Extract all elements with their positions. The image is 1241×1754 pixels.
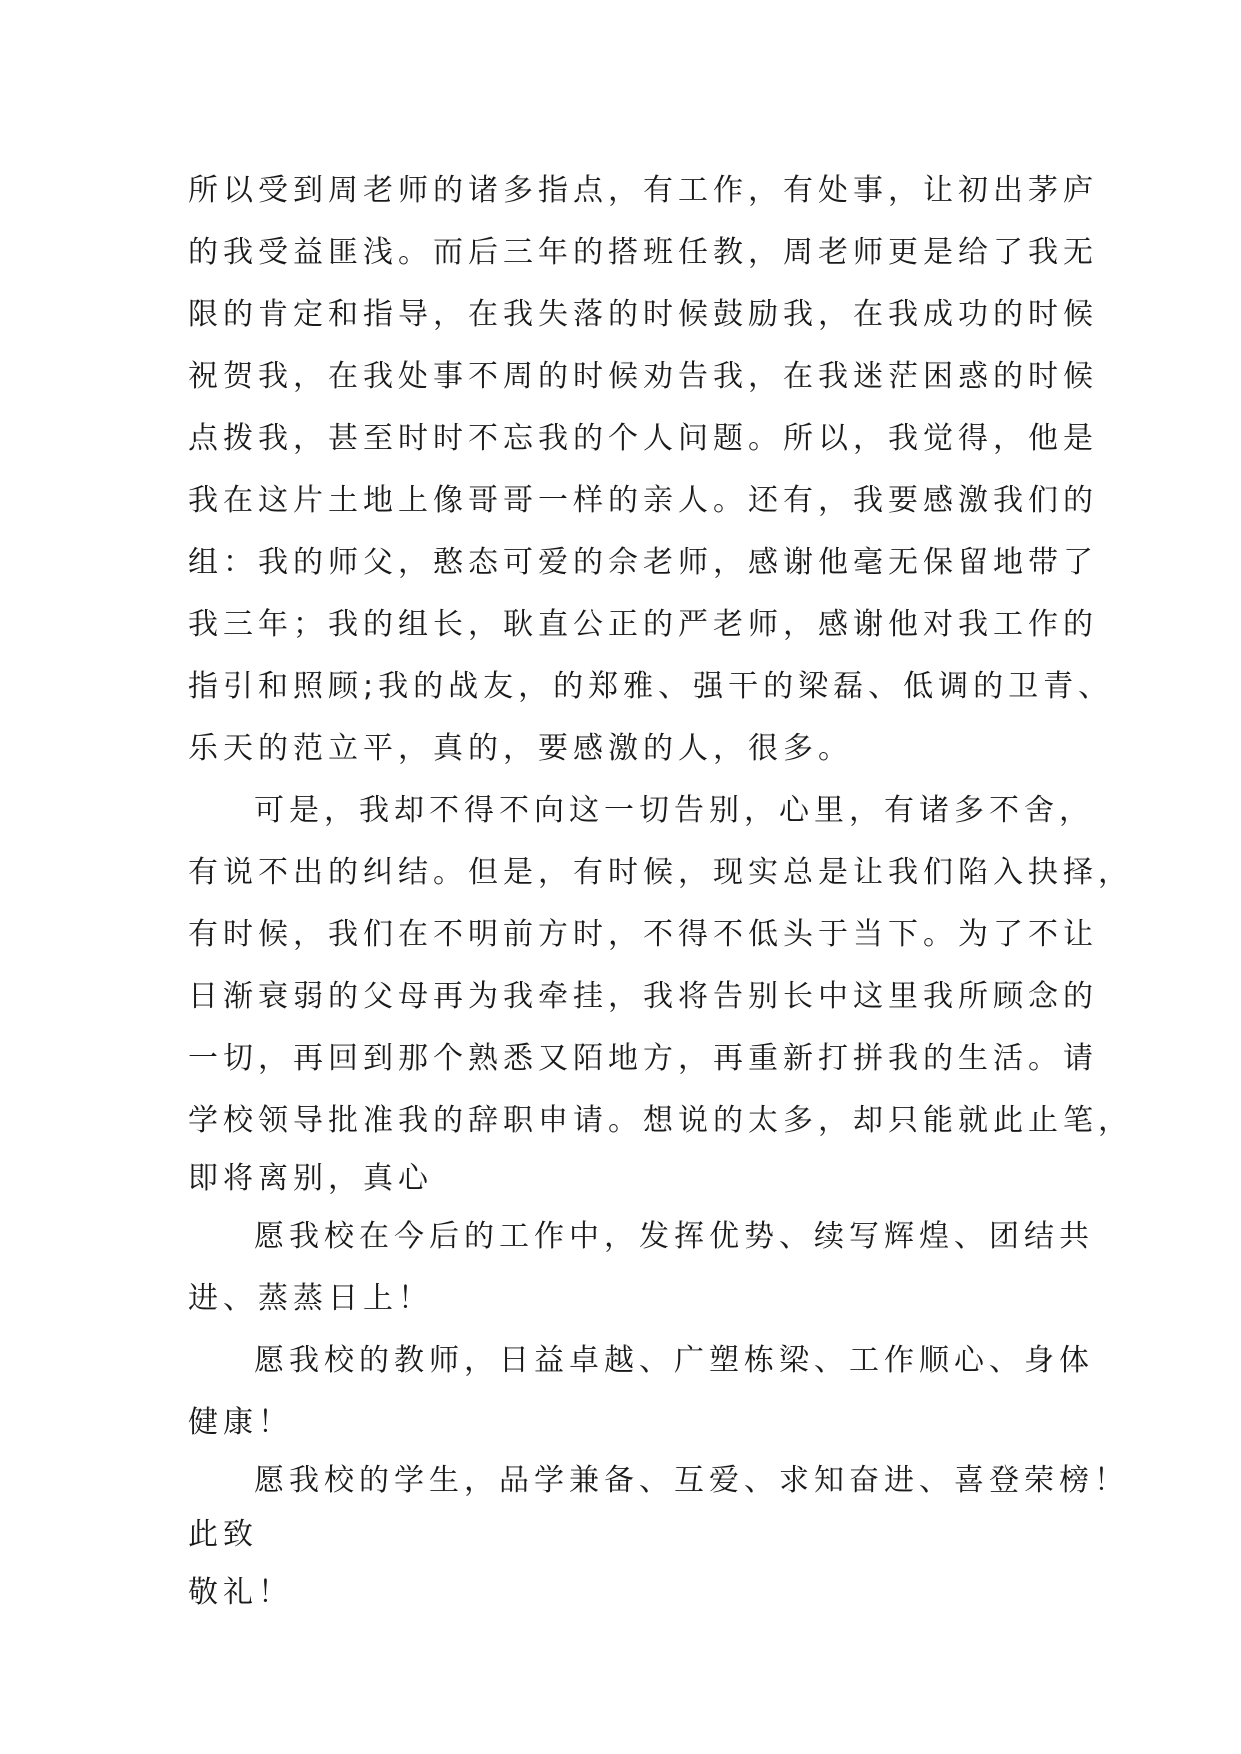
letter-body	[188, 160, 1133, 1624]
text-line: 我三年；我的组长，耿直公正的严老师，感谢他对我工作的	[188, 607, 1098, 642]
wish-school-line: 愿我校在今后的工作中，发挥优势、续写辉煌、团结共	[254, 1219, 1094, 1254]
closing-salutation: 此致	[188, 1517, 258, 1552]
text-line: 进、蒸蒸日上！	[188, 1281, 433, 1316]
text-line: 祝贺我，在我处事不周的时候劝告我，在我迷茫困惑的时候	[188, 359, 1098, 394]
paragraph-start-line: 可是，我却不得不向这一切告别，心里，有诸多不舍，	[254, 793, 1094, 828]
text-line: 一切，再回到那个熟悉又陌地方，再重新打拼我的生活。请	[188, 1041, 1098, 1076]
text-line: 限的肯定和指导，在我失落的时候鼓励我，在我成功的时候	[188, 297, 1098, 332]
text-line: 学校领导批准我的辞职申请。想说的太多，却只能就此止笔，	[188, 1103, 1133, 1138]
text-line: 日渐衰弱的父母再为我牵挂，我将告别长中这里我所顾念的	[188, 979, 1098, 1014]
closing-regards: 敬礼！	[188, 1575, 293, 1610]
wish-students-line: 愿我校的学生，品学兼备、互爱、求知奋进、喜登荣榜！	[254, 1463, 1129, 1498]
text-line: 的我受益匪浅。而后三年的搭班任教，周老师更是给了我无	[188, 235, 1098, 270]
text-line: 我在这片土地上像哥哥一样的亲人。还有，我要感激我们的	[188, 483, 1098, 518]
text-line: 健康！	[188, 1405, 293, 1440]
text-line: 组：我的师父，憨态可爱的佘老师，感谢他毫无保留地带了	[188, 545, 1098, 580]
text-line: 所以受到周老师的诸多指点，有工作，有处事，让初出茅庐	[188, 173, 1098, 208]
wish-teachers-line: 愿我校的教师，日益卓越、广塑栋梁、工作顺心、身体	[254, 1343, 1094, 1378]
text-line: 有说不出的纠结。但是，有时候，现实总是让我们陷入抉择，	[188, 855, 1133, 890]
text-line: 指引和照顾;我的战友，的郑雅、强干的梁磊、低调的卫青、	[188, 669, 1114, 704]
text-line: 有时候，我们在不明前方时，不得不低头于当下。为了不让	[188, 917, 1098, 952]
text-line: 点拨我，甚至时时不忘我的个人问题。所以，我觉得，他是	[188, 421, 1098, 456]
text-line: 即将离别，真心	[188, 1161, 433, 1196]
text-line: 乐天的范立平，真的，要感激的人，很多。	[188, 731, 853, 766]
